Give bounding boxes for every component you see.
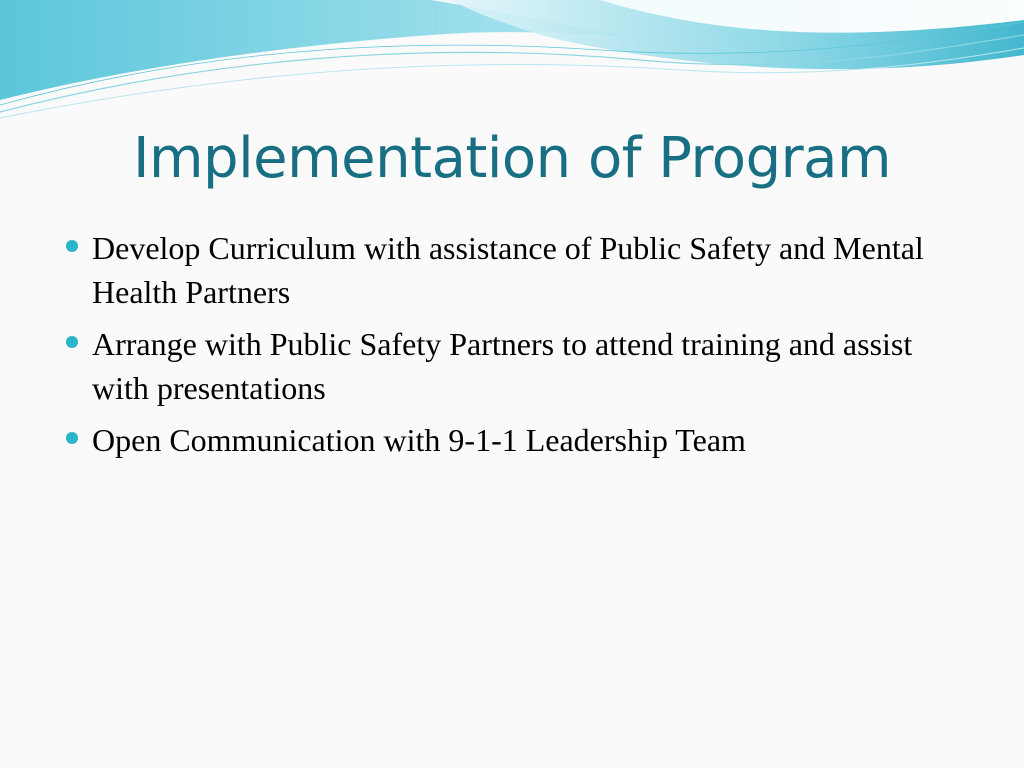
bullet-list (64, 226, 964, 470)
bullet-item-3 (64, 418, 964, 462)
slide-title: Implementation of Program (132, 126, 892, 191)
bullet-item-2 (64, 322, 964, 410)
bullet-item-1 (64, 226, 964, 314)
bullet-text: Develop Curriculum with assistance of Public Safety and Mental Health Partners (92, 230, 924, 310)
bullet-text: Open Communication with 9-1-1 Leadership Team (92, 422, 746, 458)
bullet-dot-icon (66, 432, 78, 444)
bullet-text: Arrange with Public Safety Partners to attend training and assist with presentations (92, 326, 913, 406)
bullet-dot-icon (66, 240, 78, 252)
bullet-dot-icon (66, 336, 78, 348)
header-wave-decoration (0, 0, 1024, 130)
